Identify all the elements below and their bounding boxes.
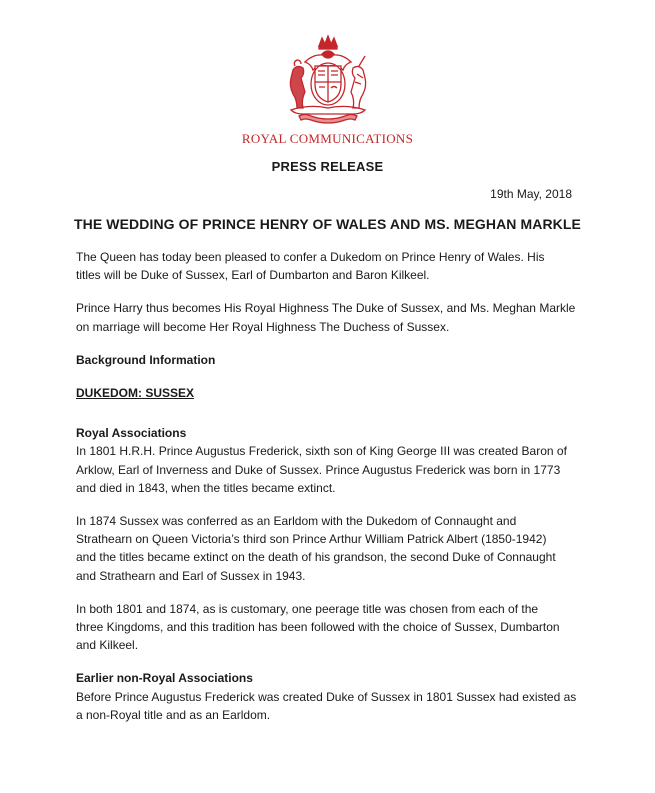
press-release-body bbox=[76, 248, 586, 724]
paragraph-non-royal: Before Prince Augustus Frederick was created Duke of Sussex in 1801 Sussex had existed as a non-Royal title and as an Earldom. bbox=[76, 689, 577, 722]
paragraph-1874: In 1874 Sussex was conferred as an Earldom with the Dukedom of Connaught and Strathearn on Queen Victoria’s third son Prince Arthur William Patrick Albert (1850-1942) and the titles became extinct on the death of his grandson, the second Duke of Connaught and Strathearn and Earl of Sussex in 1943. bbox=[76, 514, 556, 583]
release-date: 19th May, 2018 bbox=[490, 187, 572, 201]
paragraph-styles: Prince Harry thus becomes His Royal Highness The Duke of Sussex, and Ms. Meghan Markle on marriage will become Her Royal Highness The Duchess of Sussex. bbox=[76, 301, 576, 334]
dukedom-heading: DUKEDOM: SUSSEX bbox=[76, 386, 195, 401]
paragraph-1801: In 1801 H.R.H. Prince Augustus Frederick, sixth son of King George III was created Baron of Arklow, Earl of Inverness and Duke of Sussex. Prince Augustus Frederick was born in 1773 and died in 1843, when the titles became extinct. bbox=[76, 444, 567, 495]
non-royal-associations-heading: Earlier non-Royal Associations bbox=[76, 671, 253, 686]
background-heading: Background Information bbox=[76, 352, 216, 367]
royal-coat-of-arms-icon bbox=[283, 32, 373, 124]
paragraph-tradition: In both 1801 and 1874, as is customary, one peerage title was chosen from each of the three Kingdoms, and this tradition has been followed with the choice of Sussex, Dumbarton and Kilkeel. bbox=[76, 601, 560, 653]
document-type: PRESS RELEASE bbox=[271, 159, 384, 174]
royal-associations-heading: Royal Associations bbox=[76, 426, 187, 441]
headline: THE WEDDING OF PRINCE HENRY OF WALES AND MS. MEGHAN MARKLE bbox=[74, 216, 581, 232]
paragraph-announcement: The Queen has today been pleased to confer a Dukedom on Prince Henry of Wales. His titles will be Duke of Sussex, Earl of Dumbarton and Baron Kilkeel. bbox=[76, 250, 545, 283]
organization-name: ROYAL COMMUNICATIONS bbox=[241, 131, 414, 146]
